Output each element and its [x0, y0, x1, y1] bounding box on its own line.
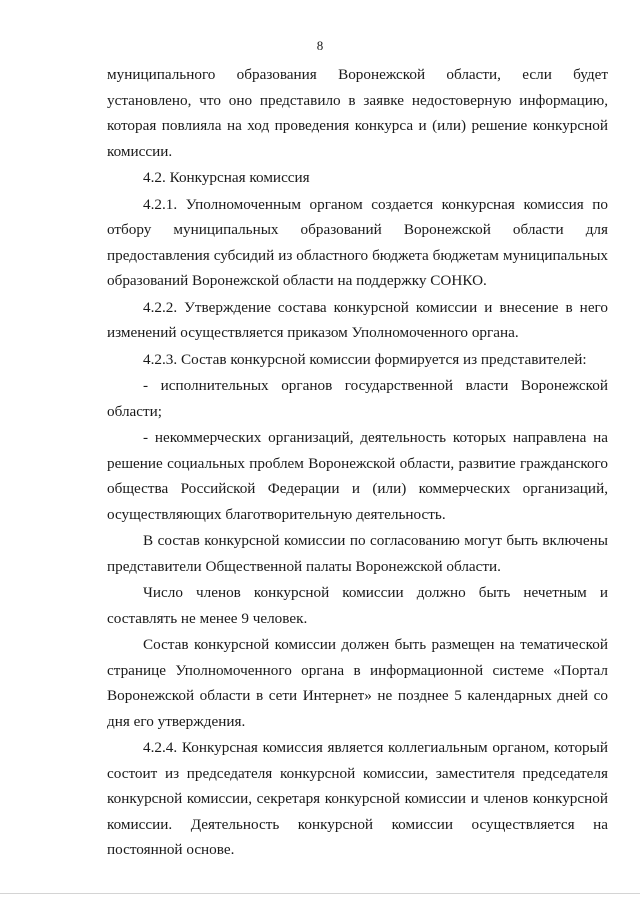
- paragraph-11: 4.2.4. Конкурсная комиссия является коллегиальным органом, который состоит из председателя конкурсной комиссии, заместителя председателя конкурсной комиссии, секретаря конкурсной комиссии и членов конкурсной комиссии. Деятельность конкурсной комиссии осуществляется на постоянной основе.: [107, 739, 608, 858]
- paragraph-5: 4.2.3. Состав конкурсной комиссии формируется из представителей:: [143, 350, 587, 368]
- paragraph-8: В состав конкурсной комиссии по согласованию могут быть включены представители Общественной палаты Воронежской области.: [107, 532, 608, 575]
- page-bottom-divider: [0, 893, 640, 894]
- paragraph-10: Состав конкурсной комиссии должен быть размещен на тематической странице Уполномоченного органа в информационной системе «Портал Воронежской области в сети Интернет» не позднее 5 календарных дней со дня его утверждения.: [107, 636, 608, 730]
- paragraph-7: - некоммерческих организаций, деятельность которых направлена на решение социальных проблем Воронежской области, развитие гражданского общества Российской Федерации и (или) коммерческих организаций, осуществляющих благотворительную деятельность.: [107, 429, 608, 523]
- paragraph-6: - исполнительных органов государственной власти Воронежской области;: [107, 377, 608, 420]
- document-body: [107, 62, 608, 863]
- paragraph-3: 4.2.1. Уполномоченным органом создается конкурсная комиссия по отбору муниципальных образований Воронежской области для предоставления субсидий из областного бюджета бюджетам муниципальных образований Воронежской области на поддержку СОНКО.: [107, 195, 608, 289]
- paragraph-1: муниципального образования Воронежской области, если будет установлено, что оно представило в заявке недостоверную информацию, которая повлияла на ход проведения конкурса и (или) решение конкурсной комиссии.: [107, 66, 608, 160]
- paragraph-4: 4.2.2. Утверждение состава конкурсной комиссии и внесение в него изменений осуществляется приказом Уполномоченного органа.: [107, 298, 608, 341]
- page-number: 8: [316, 38, 324, 53]
- paragraph-9: Число членов конкурсной комиссии должно быть нечетным и составлять не менее 9 человек.: [107, 584, 608, 627]
- paragraph-2: 4.2. Конкурсная комиссия: [143, 169, 310, 186]
